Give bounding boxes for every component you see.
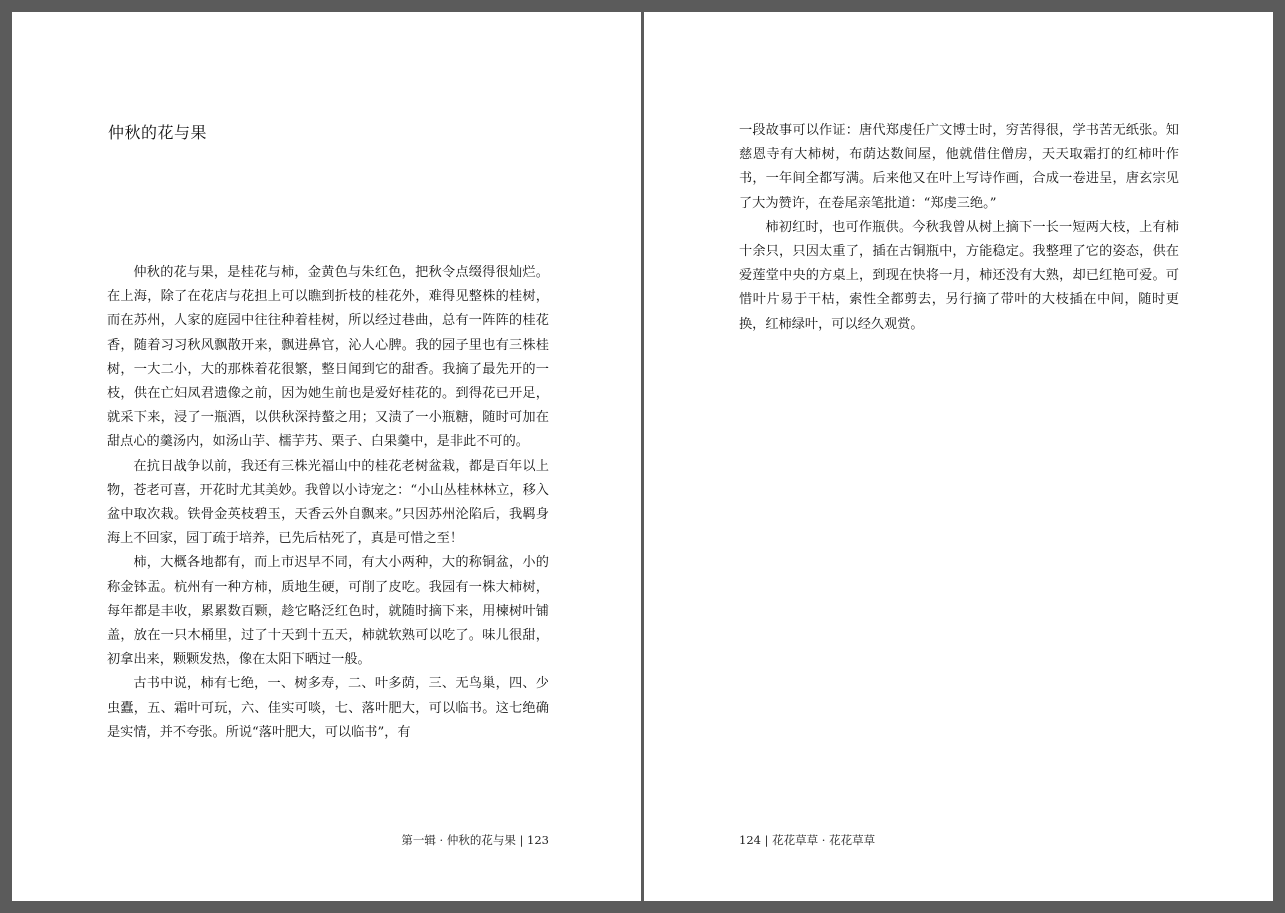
paragraph: 一段故事可以作证：唐代郑虔任广文博士时，穷苦得很，学书苦无纸张。知慈恩寺有大柿树，布荫达数间屋，他就借住僧房，天天取霜打的红柿叶作书，一年间全都写满。后来他又在叶上写诗作画，合成一卷进呈，唐玄宗见了大为赞许，在卷尾亲笔批道：“郑虔三绝。” [739,123,1179,211]
chapter-title: 仲秋的花与果 [108,123,208,142]
paragraph: 古书中说，柿有七绝，一、树多寿，二、叶多荫，三、无鸟巢，四、少虫蠹，五、霜叶可玩，六、佳实可啖，七、落叶肥大，可以临书。这七绝确是实情，并不夸张。所说“落叶肥大，可以临书”，有 [107,676,549,740]
paragraph: 仲秋的花与果，是桂花与柿，金黄色与朱红色，把秋令点缀得很灿烂。在上海，除了在花店与花担上可以瞧到折枝的桂花外，难得见整株的桂树，而在苏州，人家的庭园中往往种着桂树，所以经过巷曲，总有一阵阵的桂花香，随着习习秋风飘散开来，飘进鼻官，沁人心脾。我的园子里也有三株桂树，一大二小，大的那株着花很繁，整日闻到它的甜香。我摘了最先开的一枝，供在亡妇凤君遗像之前，因为她生前也是爱好桂花的。到得花已开足，就采下来，浸了一瓶酒，以供秋深持螯之用；又渍了一小瓶糖，随时可加在甜点心的羹汤内，如汤山芋、檽芋艿、栗子、白果羹中，是非此不可的。 [107,265,549,450]
paragraph: 柿初红时，也可作瓶供。今秋我曾从树上摘下一长一短两大枝，上有柿十余只，只因太重了，插在古铜瓶中，方能稳定。我整理了它的姿态，供在爱莲堂中央的方桌上，到现在快将一月，柿还没有大熟，却已红艳可爱。可惜叶片易于干枯，索性全都剪去，另行摘了带叶的大枝插在中间，随时更换，红柿绿叶，可以经久观赏。 [739,219,1179,332]
page-footer-right: 124 | 花花草草 · 花花草草 [739,833,876,847]
paragraph: 柿，大概各地都有，而上市迟早不同，有大小两种，大的称铜盆，小的称金钵盂。杭州有一种方柿，质地生硬，可削了皮吃。我园有一株大柿树，每年都是丰收，累累数百颗，趁它略泛红色时，就随时摘下来，用楝树叶铺盖，放在一只木桶里，过了十天到十五天，柿就软熟可以吃了。味儿很甜，初拿出来，颗颗发热，像在太阳下晒过一般。 [107,555,549,668]
left-page-body [107,261,549,745]
paragraph: 在抗日战争以前，我还有三株光福山中的桂花老树盆栽，都是百年以上物，苍老可喜，开花时尤其美妙。我曾以小诗宠之：“小山丛桂林林立，移入盆中取次栽。铁骨金英枝碧玉，天香云外自飘来。”只因苏州沦陷后，我羁身海上不回家，园丁疏于培养，已先后枯死了，真是可惜之至！ [107,458,549,547]
right-page-body [739,119,1179,337]
right-page [644,12,1273,901]
page-footer-left: 第一辑 · 仲秋的花与果 | 123 [401,833,549,847]
left-page [12,12,641,901]
